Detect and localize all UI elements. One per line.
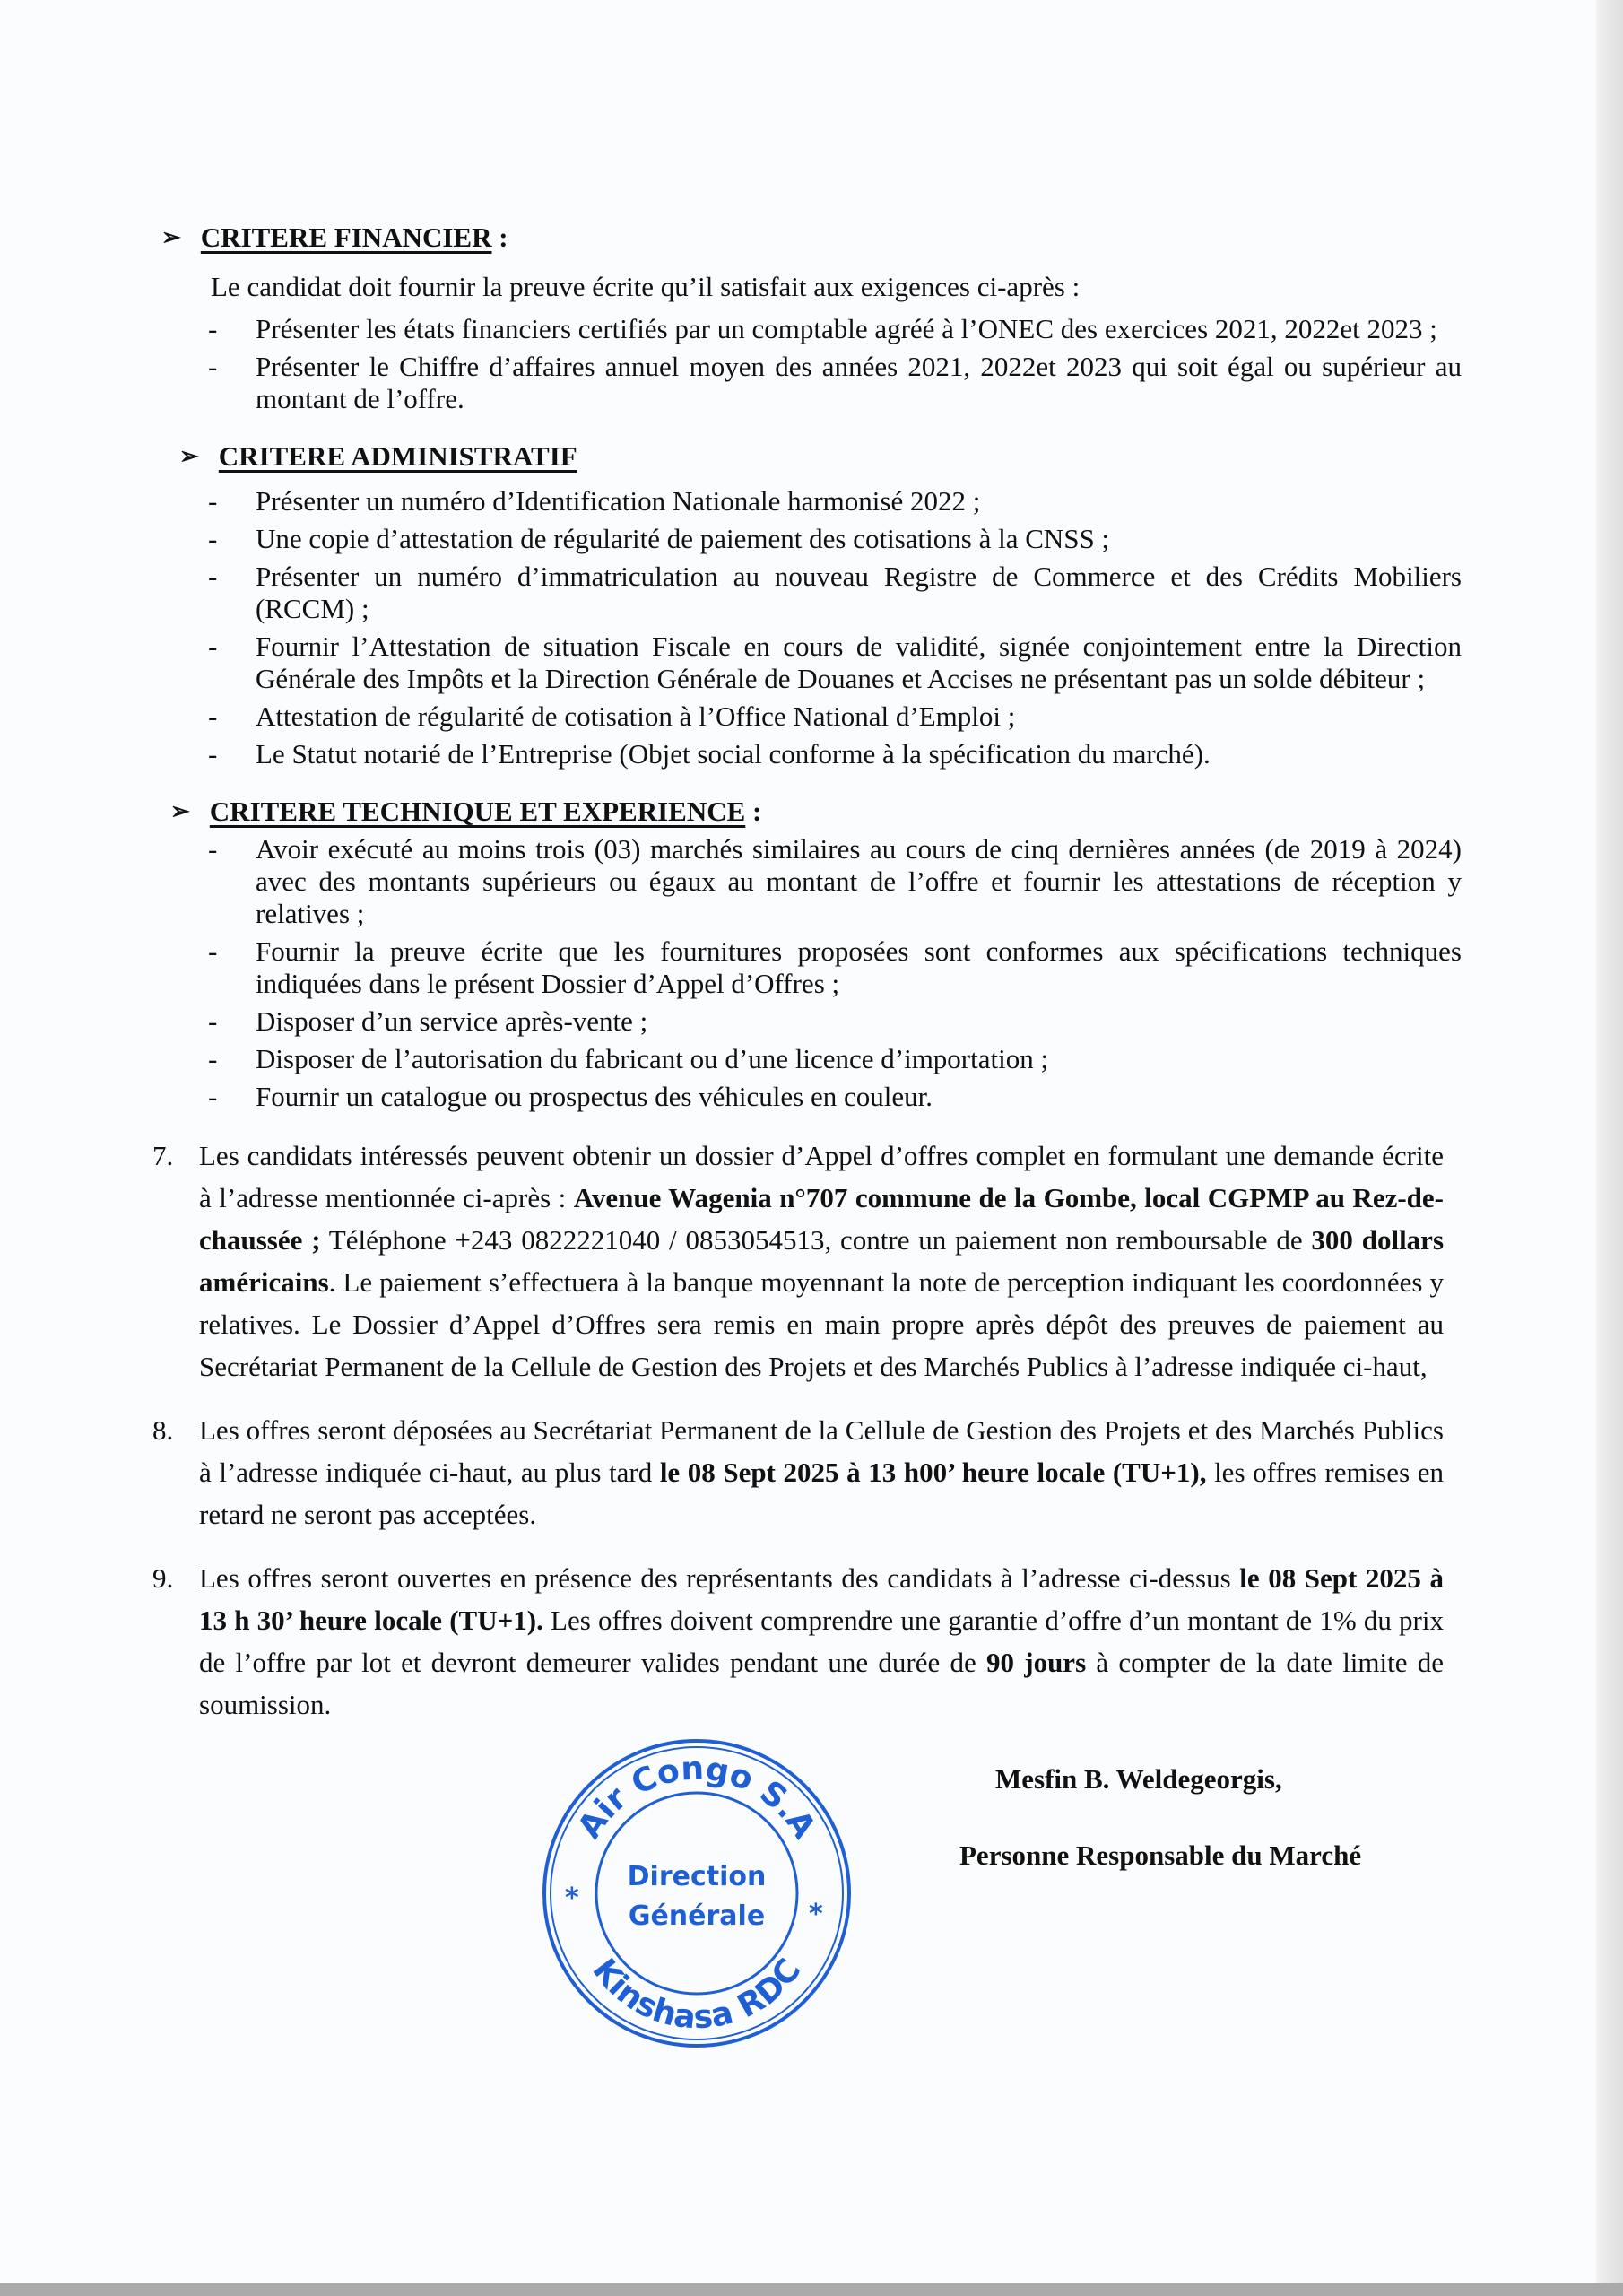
stamp-center-text: Générale (628, 1900, 766, 1932)
list-item: - Fournir l’Attestation de situation Fiscale en cours de validité, signée conjointement entre la Direction Générale des Impôts et la Direction Générale de Douanes et Accises ne présentant pas un solde débiteur ; (161, 631, 1462, 695)
signatory-name: Mesfin B. Weldegeorgis, (995, 1763, 1282, 1795)
star-icon: * (809, 1899, 823, 1930)
list-item: - Le Statut notarié de l’Entreprise (Objet social conforme à la spécification du marché). (161, 738, 1462, 770)
requirements-list (161, 485, 1462, 770)
company-stamp (538, 1735, 856, 2053)
scan-bottom-edge (0, 2283, 1623, 2296)
signatory-role: Personne Responsable du Marché (959, 1839, 1362, 1871)
arrow-bullet-icon: ➢ (170, 798, 190, 824)
stamp-top-text: Air Congo S.A (570, 1750, 823, 1846)
list-item: - Attestation de régularité de cotisation à l’Office National d’Emploi ; (161, 700, 1462, 733)
list-item: - Présenter un numéro d’Identification Nationale harmonisé 2022 ; (161, 485, 1462, 517)
arrow-bullet-icon: ➢ (161, 224, 181, 250)
stamp-bottom-text: Kinshasa RDC (585, 1952, 809, 2037)
svg-text:Air Congo S.A (571, 1751, 822, 1846)
stamp-center-text: Direction (627, 1861, 767, 1892)
arrow-bullet-icon: ➢ (179, 443, 199, 469)
section-critere-financier (161, 220, 1462, 415)
requirements-list (161, 313, 1462, 415)
section-critere-technique (161, 794, 1462, 1113)
list-item: - Présenter les états financiers certifiés par un comptable agréé à l’ONEC des exercices 2021, 2022et 2023 ; (161, 313, 1462, 345)
list-item: - Disposer de l’autorisation du fabricant ou d’une licence d’importation ; (161, 1043, 1462, 1075)
scan-edge (1596, 0, 1623, 2296)
requirements-list (161, 833, 1462, 1113)
list-item: - Une copie d’attestation de régularité de paiement des cotisations à la CNSS ; (161, 523, 1462, 555)
list-item: - Avoir exécuté au moins trois (03) marchés similaires au cours de cinq dernières années (de 2019 à 2024) avec des montants supérieurs ou égaux au montant de l’offre et fournir les attestations de réception y relatives ; (161, 833, 1462, 930)
list-item: - Présenter le Chiffre d’affaires annuel moyen des années 2021, 2022et 2023 qui soit égal ou supérieur au montant de l’offre. (161, 351, 1462, 415)
section-heading: ➢ CRITERE FINANCIER : (161, 220, 1462, 256)
list-item: - Fournir la preuve écrite que les fournitures proposées sont conformes aux spécifications techniques indiquées dans le présent Dossier d’Appel d’Offres ; (161, 935, 1462, 1000)
paragraph-7: 7. Les candidats intéressés peuvent obtenir un dossier d’Appel d’offres complet en formulant une demande écrite à l’adresse mentionnée ci-après : Avenue Wagenia n°707 commune de la Gombe, local CGPMP au Rez-de-chaussée ; Téléphone +243 0822221040 / 0853054513, contre un paiement non remboursable de 300 dollars américains. Le paiement s’effectuera à la banque moyennant la note de perception indiquant les coordonnées y relatives. Le Dossier d’Appel d’Offres sera remis en main propre après dépôt des preuves de paiement au Secrétariat Permanent de la Cellule de Gestion des Projets et des Marchés Publics à l’adresse indiquée ci-haut, (152, 1140, 1445, 1382)
list-item: - Présenter un numéro d’immatriculation au nouveau Registre de Commerce et des Crédits Mobiliers (RCCM) ; (161, 561, 1462, 625)
section-critere-administratif (161, 439, 1462, 770)
list-item: - Disposer d’un service après-vente ; (161, 1005, 1462, 1038)
paragraph-8: 8. Les offres seront déposées au Secrétariat Permanent de la Cellule de Gestion des Projets et des Marchés Publics à l’adresse indiquée ci-haut, au plus tard le 08 Sept 2025 à 13 h00’ heure locale (TU+1), les offres remises en retard ne seront pas acceptées. (152, 1414, 1444, 1530)
star-icon: * (565, 1883, 579, 1914)
paragraph-9: 9. Les offres seront ouvertes en présence des représentants des candidats à l’adresse ci-dessus le 08 Sept 2025 à 13 h 30’ heure locale (TU+1). Les offres doivent comprendre une garantie d’offre d’un montant de 1% du prix de l’offre par lot et devront demeurer valides pendant une durée de 90 jours à compter de la date limite de soumission. (152, 1562, 1445, 1720)
signature-area (0, 1735, 1623, 2057)
intro-text: Le candidat doit fournir la preuve écrite qu’il satisfait aux exigences ci-après : (211, 271, 1081, 302)
list-item: - Fournir un catalogue ou prospectus des véhicules en couleur. (161, 1081, 1462, 1113)
section-heading: ➢ CRITERE ADMINISTRATIF (179, 439, 1462, 474)
section-heading: ➢ CRITERE TECHNIQUE ET EXPERIENCE : (170, 794, 1462, 830)
